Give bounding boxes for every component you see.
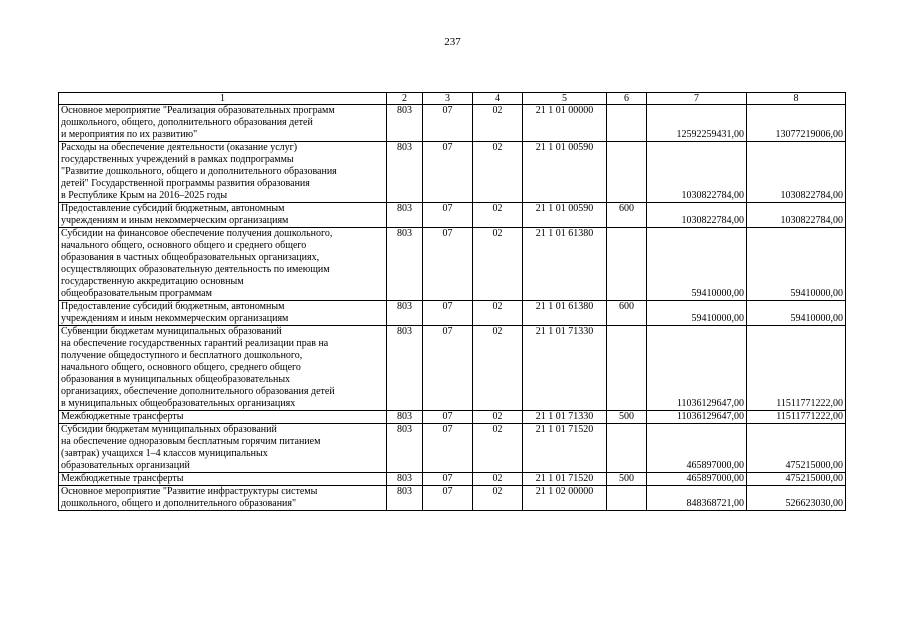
table-row (59, 473, 846, 486)
table-row (59, 326, 846, 411)
amount-year1-cell: 1030822784,00 (647, 203, 747, 228)
subsection-code-cell: 02 (473, 105, 523, 142)
expense-type-cell: 500 (607, 411, 647, 424)
description-cell: Расходы на обеспечение деятельности (оказание услуг) государственных учреждений в рамках подпрограммы "Развитие дошкольного, общего и дополнительного образования детей" Государственной программы развития образования в Республике Крым на 2016–2025 годы (59, 142, 387, 203)
ministry-code-cell: 803 (387, 142, 423, 203)
budget-table (58, 92, 846, 511)
description-cell: Субвенции бюджетам муниципальных образований на обеспечение государственных гарантий реализации прав на получение общедоступного и бесплатного дошкольного, начального общего, основного общего, среднего общего образования в муниципальных общеобразовательных организациях, обеспечение дополнительного образования детей в муниципальных общеобразовательных организациях (59, 326, 387, 411)
amount-year1-cell: 11036129647,00 (647, 411, 747, 424)
expense-type-cell (607, 228, 647, 301)
table-row (59, 424, 846, 473)
column-header: 3 (423, 93, 473, 105)
description-cell: Предоставление субсидий бюджетным, автономным учреждениям и иным некоммерческим организациям (59, 301, 387, 326)
target-article-cell: 21 1 01 00590 (523, 142, 607, 203)
column-header: 4 (473, 93, 523, 105)
ministry-code-cell: 803 (387, 105, 423, 142)
ministry-code-cell: 803 (387, 228, 423, 301)
ministry-code-cell: 803 (387, 203, 423, 228)
amount-year1-cell: 848368721,00 (647, 486, 747, 511)
ministry-code-cell: 803 (387, 486, 423, 511)
expense-type-cell (607, 105, 647, 142)
amount-year2-cell: 526623030,00 (747, 486, 846, 511)
section-code-cell: 07 (423, 486, 473, 511)
expense-type-cell (607, 326, 647, 411)
section-code-cell: 07 (423, 105, 473, 142)
target-article-cell: 21 1 01 00000 (523, 105, 607, 142)
amount-year2-cell: 11511771222,00 (747, 411, 846, 424)
description-cell: Предоставление субсидий бюджетным, автономным учреждениям и иным некоммерческим организациям (59, 203, 387, 228)
ministry-code-cell: 803 (387, 424, 423, 473)
expense-type-cell (607, 424, 647, 473)
subsection-code-cell: 02 (473, 228, 523, 301)
column-header: 2 (387, 93, 423, 105)
table-row (59, 486, 846, 511)
section-code-cell: 07 (423, 228, 473, 301)
description-cell: Основное мероприятие "Реализация образовательных программ дошкольного, общего, дополнительного образования детей и мероприятия по их развитию" (59, 105, 387, 142)
ministry-code-cell: 803 (387, 326, 423, 411)
amount-year2-cell: 59410000,00 (747, 228, 846, 301)
amount-year1-cell: 1030822784,00 (647, 142, 747, 203)
amount-year2-cell: 1030822784,00 (747, 142, 846, 203)
amount-year1-cell: 59410000,00 (647, 301, 747, 326)
section-code-cell: 07 (423, 473, 473, 486)
amount-year2-cell: 475215000,00 (747, 424, 846, 473)
column-header: 5 (523, 93, 607, 105)
subsection-code-cell: 02 (473, 486, 523, 511)
section-code-cell: 07 (423, 326, 473, 411)
target-article-cell: 21 1 01 71330 (523, 326, 607, 411)
ministry-code-cell: 803 (387, 301, 423, 326)
table-header-row (59, 93, 846, 105)
table-row (59, 203, 846, 228)
subsection-code-cell: 02 (473, 424, 523, 473)
amount-year1-cell: 12592259431,00 (647, 105, 747, 142)
table-row (59, 411, 846, 424)
subsection-code-cell: 02 (473, 301, 523, 326)
description-cell: Основное мероприятие "Развитие инфраструктуры системы дошкольного, общего и дополнительного образования" (59, 486, 387, 511)
amount-year2-cell: 13077219006,00 (747, 105, 846, 142)
table-row (59, 105, 846, 142)
expense-type-cell (607, 142, 647, 203)
description-cell: Межбюджетные трансферты (59, 473, 387, 486)
target-article-cell: 21 1 01 61380 (523, 228, 607, 301)
section-code-cell: 07 (423, 301, 473, 326)
description-cell: Межбюджетные трансферты (59, 411, 387, 424)
table-row (59, 301, 846, 326)
target-article-cell: 21 1 01 00590 (523, 203, 607, 228)
subsection-code-cell: 02 (473, 411, 523, 424)
target-article-cell: 21 1 02 00000 (523, 486, 607, 511)
subsection-code-cell: 02 (473, 142, 523, 203)
target-article-cell: 21 1 01 71520 (523, 424, 607, 473)
description-cell: Субсидии на финансовое обеспечение получения дошкольного, начального общего, основного общего и среднего общего образования в частных общеобразовательных организациях, осуществляющих образовательную деятельность по имеющим государственную аккредитацию основным общеобразовательным программам (59, 228, 387, 301)
amount-year2-cell: 1030822784,00 (747, 203, 846, 228)
section-code-cell: 07 (423, 203, 473, 228)
section-code-cell: 07 (423, 142, 473, 203)
target-article-cell: 21 1 01 71520 (523, 473, 607, 486)
expense-type-cell (607, 486, 647, 511)
table-row (59, 228, 846, 301)
target-article-cell: 21 1 01 71330 (523, 411, 607, 424)
subsection-code-cell: 02 (473, 203, 523, 228)
table-row (59, 142, 846, 203)
ministry-code-cell: 803 (387, 411, 423, 424)
amount-year2-cell: 11511771222,00 (747, 326, 846, 411)
subsection-code-cell: 02 (473, 473, 523, 486)
subsection-code-cell: 02 (473, 326, 523, 411)
section-code-cell: 07 (423, 424, 473, 473)
section-code-cell: 07 (423, 411, 473, 424)
description-cell: Субсидии бюджетам муниципальных образований на обеспечение одноразовым бесплатным горячим питанием (завтрак) учащихся 1–4 классов муниципальных образовательных организаций (59, 424, 387, 473)
amount-year1-cell: 11036129647,00 (647, 326, 747, 411)
column-header: 8 (747, 93, 846, 105)
amount-year1-cell: 465897000,00 (647, 424, 747, 473)
ministry-code-cell: 803 (387, 473, 423, 486)
column-header: 1 (59, 93, 387, 105)
amount-year2-cell: 475215000,00 (747, 473, 846, 486)
expense-type-cell: 500 (607, 473, 647, 486)
page-number: 237 (444, 36, 461, 48)
amount-year1-cell: 465897000,00 (647, 473, 747, 486)
expense-type-cell: 600 (607, 301, 647, 326)
column-header: 7 (647, 93, 747, 105)
expense-type-cell: 600 (607, 203, 647, 228)
amount-year1-cell: 59410000,00 (647, 228, 747, 301)
amount-year2-cell: 59410000,00 (747, 301, 846, 326)
target-article-cell: 21 1 01 61380 (523, 301, 607, 326)
column-header: 6 (607, 93, 647, 105)
